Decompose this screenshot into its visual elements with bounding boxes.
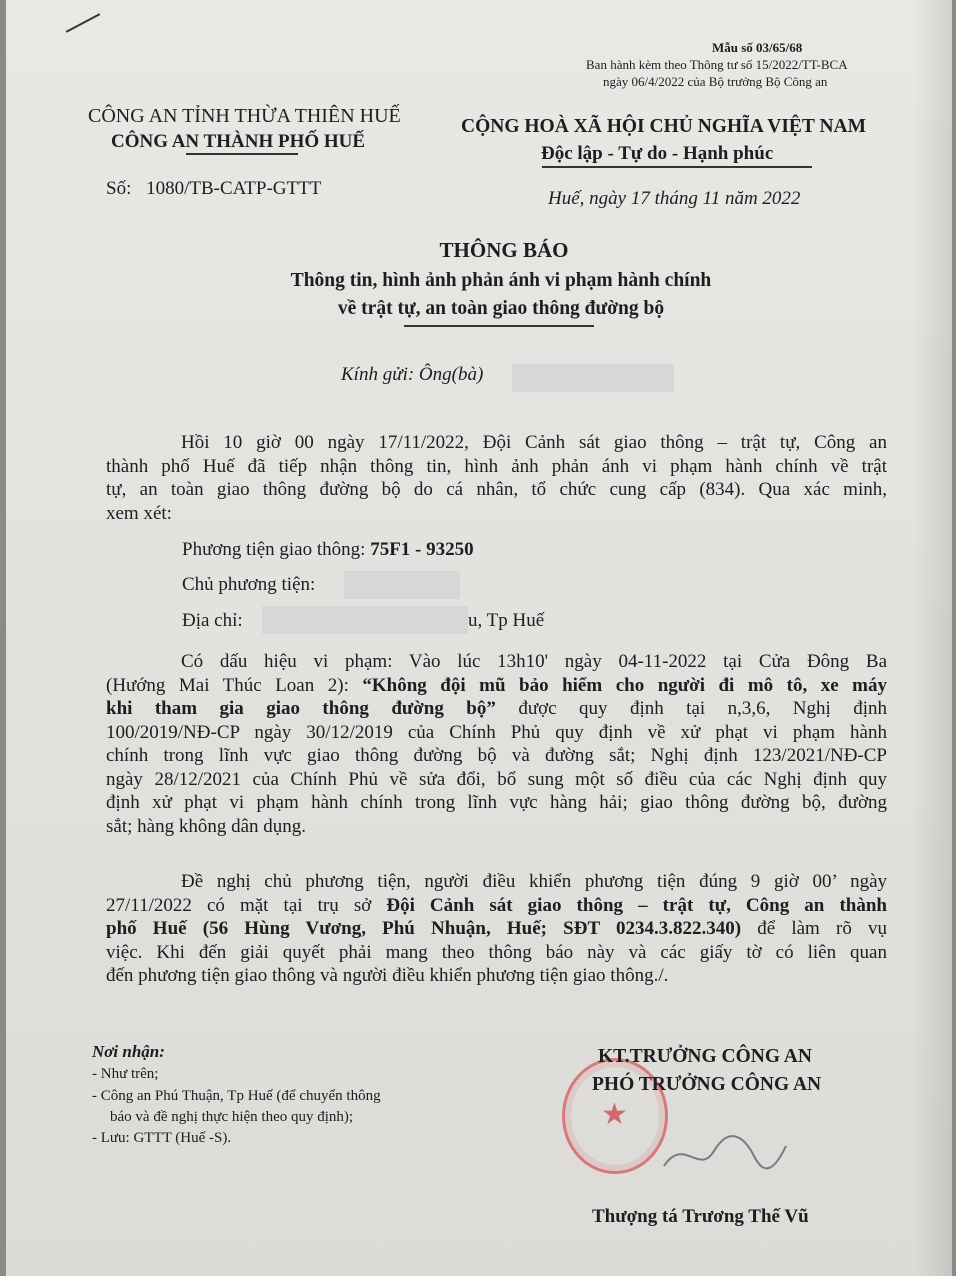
agency-underline: [186, 153, 298, 155]
signer-name: Thượng tá Trương Thế Vũ: [592, 1206, 809, 1227]
vehicle-row: [182, 539, 474, 561]
violation-line: [106, 674, 887, 698]
request-line: đến phương tiện giao thông và người điều khiển phương tiện giao thông./.: [106, 965, 669, 986]
redacted-owner: [344, 571, 460, 599]
redacted-address: [262, 606, 468, 634]
violation-offense-cont: khi tham gia giao thông đường bộ”: [106, 698, 496, 719]
recipients-item: báo và đề nghị thực hiện theo quy định);: [110, 1109, 354, 1125]
recipients-item: - Lưu: GTTT (Huế -S).: [92, 1130, 232, 1146]
violation-line: Có dấu hiệu vi phạm: Vào lúc 13h10' ngày 04-11-2022 tại Cửa Đông Ba: [181, 651, 887, 672]
agency-name: CÔNG AN THÀNH PHỐ HUẾ: [111, 131, 366, 152]
request-line: [106, 894, 887, 918]
document-page: [6, 0, 952, 1276]
request-date: 27/11/2022 có mặt tại trụ sở: [106, 894, 387, 916]
recipients-item: - Công an Phú Thuận, Tp Huế (để chuyển thông: [92, 1088, 381, 1104]
recipient-label: Kính gửi: Ông(bà): [341, 364, 484, 385]
number-label: Số:: [106, 178, 132, 199]
address-tail: u, Tp Huế: [468, 610, 545, 631]
place-date: Huế, ngày 17 tháng 11 năm 2022: [548, 188, 801, 209]
intro-line: tự, an toàn giao thông đường bộ do cá nhân, tổ chức cung cấp (834). Qua xác minh,: [106, 479, 887, 500]
notice-subtitle-1: Thông tin, hình ảnh phản ánh vi phạm hành chính: [290, 270, 712, 291]
violation-line: 100/2019/NĐ-CP ngày 30/12/2019 của Chính Phủ quy định về xử phạt vi phạm hành: [106, 721, 887, 743]
recipients-heading: Nơi nhận:: [92, 1042, 165, 1061]
address-label: Địa chỉ:: [182, 610, 243, 631]
request-office-address: phố Huế (56 Hùng Vương, Phú Nhuận, Huế; SĐT 0234.3.822.340): [106, 918, 742, 939]
handwritten-signature: [654, 1116, 794, 1186]
national-motto: Độc lập - Tự do - Hạnh phúc: [541, 143, 774, 164]
violation-offense: “Không đội mũ bảo hiểm cho người đi mô tô, xe máy: [362, 674, 887, 696]
violation-location: (Hướng Mai Thúc Loan 2):: [106, 674, 363, 696]
pen-mark: [66, 13, 100, 33]
request-line: việc. Khi đến giải quyết phải mang theo thông báo này và các giấy tờ có liên quan: [106, 941, 887, 963]
document-number: [106, 178, 321, 200]
intro-line: xem xét:: [106, 502, 172, 524]
number-value: 1080/TB-CATP-GTTT: [146, 178, 322, 199]
intro-line: Hồi 10 giờ 00 ngày 17/11/2022, Đội Cảnh sát giao thông – trật tự, Công an: [181, 432, 887, 453]
violation-line: định xử phạt vi phạm hành chính trong lĩnh vực hàng hải; giao thông đường bộ, đường: [106, 792, 887, 813]
motto-underline: [542, 166, 812, 168]
form-code: Mẫu số 03/65/68: [712, 40, 803, 55]
vehicle-plate: 75F1 - 93250: [370, 539, 474, 560]
request-paragraph: [106, 870, 887, 988]
form-issued-date: ngày 06/4/2022 của Bộ trưởng Bộ Công an: [603, 74, 828, 89]
intro-line: thành phố Huế đã tiếp nhận thông tin, hình ảnh phản ánh vi phạm hành chính về trật: [106, 455, 887, 477]
signature-title-1: KT.TRƯỞNG CÔNG AN: [598, 1046, 812, 1067]
form-issued-with: Ban hành kèm theo Thông tư số 15/2022/TT-BCA: [586, 57, 848, 72]
request-line: [106, 917, 887, 941]
star-icon: ★: [601, 1098, 628, 1131]
violation-line: sắt; hàng không dân dụng.: [106, 815, 307, 837]
recipients-item: - Như trên;: [92, 1066, 159, 1082]
country-name: CỘNG HOÀ XÃ HỘI CHỦ NGHĨA VIỆT NAM: [461, 116, 867, 137]
violation-regulation: được quy định tại n,3,6, Nghị định: [495, 698, 888, 719]
owner-label: Chủ phương tiện:: [182, 574, 316, 595]
redacted-recipient: [512, 364, 674, 392]
violation-line: chính trong lĩnh vực giao thông đường bộ và đường sắt; Nghị định 123/2021/NĐ-CP: [106, 745, 887, 766]
signature-title-2: PHÓ TRƯỞNG CÔNG AN: [592, 1074, 822, 1095]
notice-title: THÔNG BÁO: [439, 238, 569, 262]
violation-line: [106, 697, 887, 721]
agency-parent: CÔNG AN TỈNH THỪA THIÊN HUẾ: [88, 105, 401, 127]
request-purpose: để làm rõ vụ: [741, 918, 887, 939]
title-underline: [404, 325, 594, 327]
violation-line: ngày 28/12/2021 của Chính Phủ về sửa đổi, bổ sung một số điều của các Nghị định quy: [106, 768, 887, 790]
notice-subtitle-2: về trật tự, an toàn giao thông đường bộ: [337, 298, 665, 319]
intro-paragraph: [106, 431, 887, 525]
request-line: Đề nghị chủ phương tiện, người điều khiển phương tiện đúng 9 giờ 00’ ngày: [181, 871, 887, 892]
request-office: Đội Cảnh sát giao thông – trật tự, Công an thành: [386, 894, 887, 916]
violation-paragraph: [106, 650, 887, 838]
vehicle-label: Phương tiện giao thông:: [182, 539, 366, 560]
